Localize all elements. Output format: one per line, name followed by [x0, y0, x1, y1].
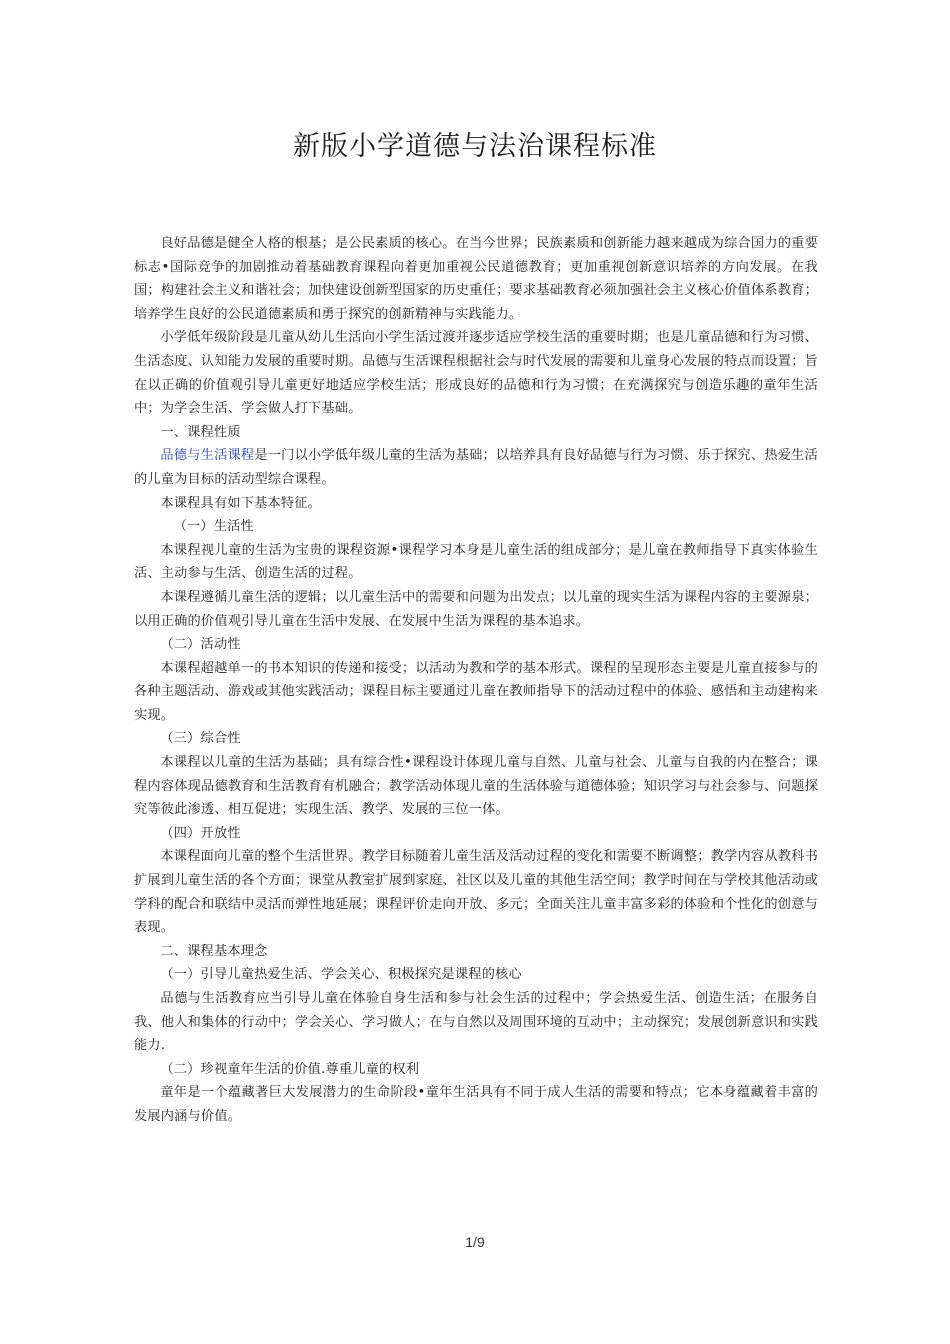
document-title: 新版小学道德与法治课程标准: [293, 131, 657, 162]
course-definition-text: 是一门以小学低年级儿童的生活为基础；以培养具有良好品德与行为习惯、乐于探究、热爱生活的儿童为目标的活动型综合课程。: [134, 448, 818, 487]
paragraph-comprehensive: 本课程以儿童的生活为基础；具有综合性•课程设计体现儿童与自然、儿童与社会、儿童与自我的内在整合；课程内容体现品德教育和生活教育有机融合；教学活动体现儿童的生活体验与道德体验；知识学习与社会参与、问题探究等彼此渗透、相互促进；实现生活、教学、发展的三位一体。: [134, 755, 818, 818]
subheading-activity: （二）活动性: [160, 637, 241, 653]
subheading-core: （一）引导儿童热爱生活、学会关心、积极探究是课程的核心: [160, 967, 522, 983]
paragraph-childhood: 童年是一个蕴藏著巨大发展潜力的生命阶段•童年生活具有不同于成人生活的需要和特点；它本身蕴藏着丰富的发展内涵与价值。: [134, 1085, 818, 1124]
paragraph-course-definition: [134, 444, 818, 491]
section-heading-basic-concepts: 二、课程基本理念: [160, 943, 268, 959]
paragraph-intro: 良好品德是健全人格的根基；是公民素质的核心。在当今世界；民族素质和创新能力越来越成为综合国力的重要标志•国际竞争的加剧推动着基础教育课程向着更加重视公民道德教育；更加重视创新意识培养的方向发展。在我国；构建社会主义和谐社会；加快建设创新型国家的历史重任；要求基础教育必须加强社会主义核心价值体系教育；培养学生良好的公民道德素质和勇于探究的创新精神与实践能力。: [134, 236, 818, 322]
paragraph-primary-stage: 小学低年级阶段是儿童从幼儿生活向小学生活过渡并逐步适应学校生活的重要时期；也是儿童品德和行为习惯、生活态度、认知能力发展的重要时期。品德与生活课程根据社会与时代发展的需要和儿童身心发展的特点而设置；旨在以正确的价值观引导儿童更好地适应学校生活；形成良好的品德和行为习惯；在充满探究与创造乐趣的童年生活中；为学会生活、学会做人打下基础。: [134, 330, 818, 417]
paragraph-activity: 本课程超越单一的书本知识的传递和接受；以活动为教和学的基本形式。课程的呈现形态主要是儿童直接参与的各种主题活动、游戏或其他实践活动；课程目标主要通过儿童在教师指导下的活动过程中的体验、感悟和主动建构来实现。: [134, 660, 818, 723]
paragraph-life-1: 本课程视儿童的生活为宝贵的课程资源•课程学习本身是儿童生活的组成部分；是儿童在教师指导下真实体验生活、主动参与生活、创造生活的过程。: [134, 542, 818, 582]
subheading-openness: （四）开放性: [160, 825, 241, 841]
paragraph-life-2: 本课程遵循儿童生活的逻辑；以儿童生活中的需要和问题为出发点；以儿童的现实生活为课程内容的主要源泉；以用正确的价值观引导儿童在生活中发展、在发展中生活为课程的基本追求。: [134, 589, 818, 629]
document-body: [134, 232, 818, 1129]
subheading-life: （一）生活性: [173, 519, 254, 535]
page-number: 1/9: [465, 1234, 485, 1250]
paragraph-features-intro: 本课程具有如下基本特征。: [160, 495, 322, 511]
subheading-childhood-value: （二）珍视童年生活的价值.尊重儿童的权利: [160, 1061, 420, 1077]
paragraph-openness: 本课程面向儿童的整个生活世界。教学目标随着儿童生活及活动过程的变化和需要不断调整；教学内容从教科书扩展到儿童生活的各个方面；课堂从教室扩展到家庭、社区以及儿童的其他生活空间；教学时间在与学校其他活动或学科的配合和联结中灵活而弹性地延展；课程评价走向开放、多元；全面关注儿童丰富多彩的体验和个性化的创意与表现。: [134, 849, 818, 936]
course-name-link[interactable]: 品德与生活课程: [160, 448, 255, 464]
section-heading-course-nature: 一、课程性质: [160, 424, 241, 440]
subheading-comprehensive: （三）综合性: [160, 731, 241, 747]
paragraph-core: 品德与生活教育应当引导儿童在体验自身生活和参与社会生活的过程中；学会热爱生活、创造生活；在服务自我、他人和集体的行动中；学会关心、学习做人；在与自然以及周围环境的互动中；主动探究；发展创新意识和实践能力.: [134, 991, 818, 1054]
